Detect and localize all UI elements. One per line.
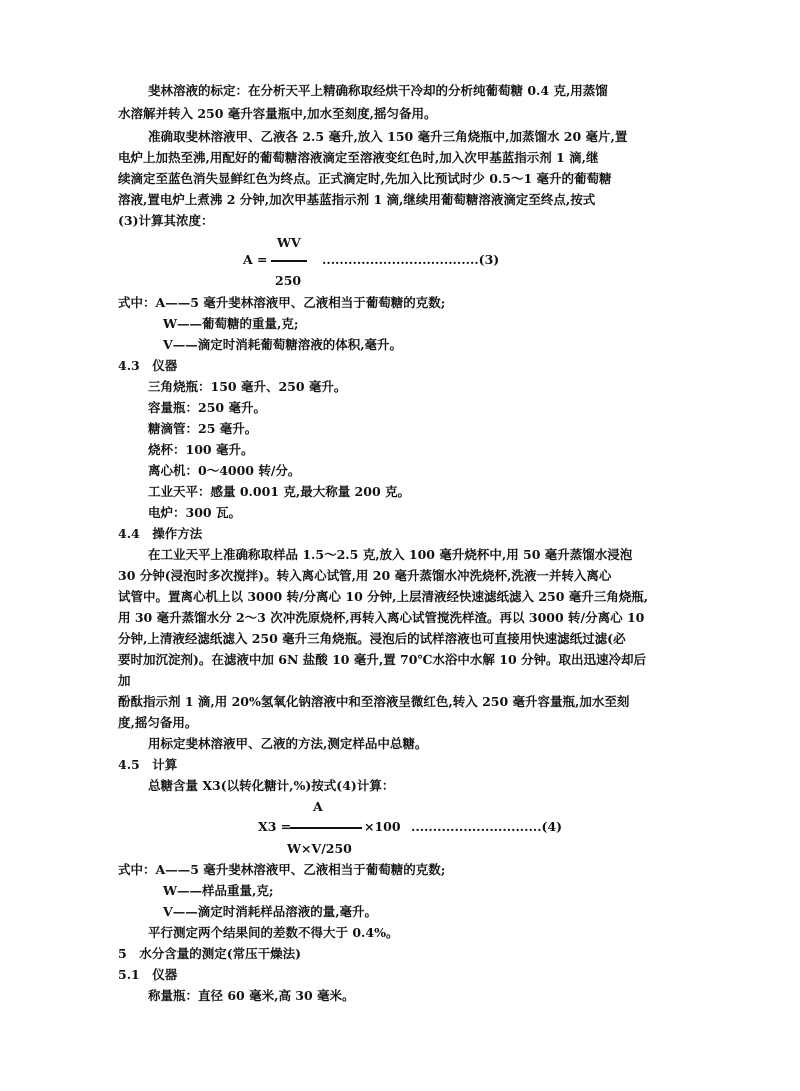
paragraph-line: 水溶解并转入 250 毫升容量瓶中,加水至刻度,摇匀备用。 [118,106,437,121]
paragraph-line: 准确取斐林溶液甲、乙液各 2.5 毫升,放入 150 毫升三角烧瓶中,加蒸馏水 20 毫片,置 [148,129,628,144]
where-line: W——样品重量,克; [163,883,274,898]
formula-4-numerator: A [313,799,323,814]
paragraph-line: 电炉上加热至沸,用配好的葡萄糖溶液滴定至溶液变红色时,加入次甲基蓝指示剂 1 滴,继 [118,150,599,165]
section-heading-4-5: 4.5 计算 [118,757,178,772]
section-heading-5-1: 5.1 仪器 [118,967,178,982]
list-item: 糖滴管：25 毫升。 [148,421,258,436]
formula-4-denominator: W×V/250 [287,841,352,856]
list-item: 电炉：300 瓦。 [148,505,241,520]
paragraph-line: 试管中。置离心机上以 3000 转/分离心 10 分钟,上层清液经快速滤纸滤入 250 毫升三角烧瓶, [118,589,649,604]
paragraph-line: 用标定斐林溶液甲、乙液的方法,测定样品中总糖。 [148,736,428,751]
where-line: W——葡萄糖的重量,克; [163,316,299,331]
formula-4-multiplier: ×100 [364,819,401,834]
paragraph-line: 总糖含量 X3(以转化糖计,%)按式(4)计算： [148,778,395,793]
paragraph-line: 30 分钟(浸泡时多次搅拌)。转入离心试管,用 20 毫升蒸馏水冲洗烧杯,洗液一并转入离心 [118,568,612,583]
paragraph-line: (3)计算其浓度： [118,213,214,228]
list-item: 离心机：0～4000 转/分。 [148,463,301,478]
paragraph-line: 溶液,置电炉上煮沸 2 分钟,加次甲基蓝指示剂 1 滴,继续用葡萄糖溶液滴定至终点,按式 [118,192,596,207]
paragraph-line: 用 30 毫升蒸馏水分 2～3 次冲洗原烧杯,再转入离心试管搅洗样渣。再以 3000 转/分离心 10 [118,610,645,625]
formula-3-fraction-bar [271,260,307,262]
paragraph-line: 续滴定至蓝色消失显鲜红色为终点。正式滴定时,先加入比预试时少 0.5～1 毫升的葡萄糖 [118,171,612,186]
formula-4-fraction-bar [290,827,362,829]
paragraph-line: 斐林溶液的标定：在分析天平上精确称取经烘干冷却的分析纯葡萄糖 0.4 克,用蒸馏 [148,83,608,98]
section-heading-5: 5 水分含量的测定(常压干燥法) [118,946,302,961]
list-item: 三角烧瓶：150 毫升、250 毫升。 [148,379,347,394]
section-heading-4-3: 4.3 仪器 [118,358,178,373]
formula-4-lhs: X3 = [258,819,292,834]
where-line: 式中：A——5 毫升斐林溶液甲、乙液相当于葡萄糖的克数; [118,295,446,310]
where-line: 式中：A——5 毫升斐林溶液甲、乙液相当于葡萄糖的克数; [118,862,446,877]
list-item: 容量瓶：250 毫升。 [148,400,266,415]
paragraph-line: 度,摇匀备用。 [118,715,198,730]
paragraph-line: 平行测定两个结果间的差数不得大于 0.4%。 [148,925,399,940]
list-item: 烧杯：100 毫升。 [148,442,254,457]
paragraph-line: 酚酞指示剂 1 滴,用 20%氢氧化钠溶液中和至溶液呈微红色,转入 250 毫升容量瓶,加水至刻 [118,694,630,709]
paragraph-line: 要时加沉淀剂)。在滤液中加 6N 盐酸 10 毫升,置 70℃水浴中水解 10 分钟。取出迅速冷却后 [118,652,647,667]
section-heading-4-4: 4.4 操作方法 [118,526,203,541]
paragraph-line: 加 [118,673,131,688]
formula-3-denominator: 250 [275,273,302,288]
paragraph-line: 在工业天平上准确称取样品 1.5～2.5 克,放入 100 毫升烧杯中,用 50 毫升蒸馏水浸泡 [148,547,633,562]
list-item: 工业天平：感量 0.001 克,最大称量 200 克。 [148,484,410,499]
formula-3-equation-number: ....................................(3) [322,252,500,267]
where-line: V——滴定时消耗样品溶液的量,毫升。 [163,904,378,919]
list-item: 称量瓶：直径 60 毫米,高 30 毫米。 [148,988,355,1003]
formula-3-numerator: WV [277,235,301,250]
formula-4-equation-number: ..............................(4) [411,819,563,834]
paragraph-line: 分钟,上清液经滤纸滤入 250 毫升三角烧瓶。浸泡后的试样溶液也可直接用快速滤纸过滤(必 [118,631,626,646]
formula-3-lhs: A = [243,252,268,267]
where-line: V——滴定时消耗葡萄糖溶液的体积,毫升。 [163,337,403,352]
